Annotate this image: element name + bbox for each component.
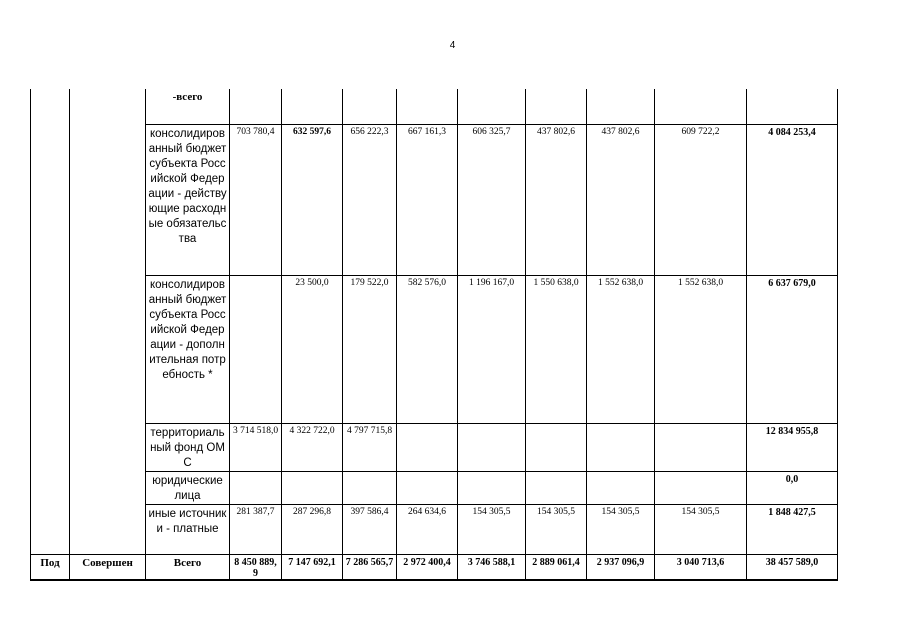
table-cell: 281 387,7 [230, 504, 282, 554]
merged-cell [70, 504, 146, 554]
table-cell [397, 471, 458, 504]
total-cell: 3 746 588,1 [458, 554, 526, 580]
total-cell: 7 286 565,7 [343, 554, 397, 580]
table-cell [526, 423, 587, 471]
table-cell [343, 89, 397, 124]
table-cell [587, 423, 655, 471]
merged-cell [70, 124, 146, 275]
table-cell [458, 423, 526, 471]
table-cell [397, 423, 458, 471]
table-row [31, 504, 838, 554]
table-cell [230, 89, 282, 124]
merged-cell [31, 423, 70, 471]
table-cell: 1 550 638,0 [526, 275, 587, 423]
table-cell: 632 597,6 [282, 124, 343, 275]
table-cell: 4 797 715,8 [343, 423, 397, 471]
table-cell [526, 89, 587, 124]
total-row-col1: Под [31, 554, 70, 580]
table-cell-total: 1 848 427,5 [747, 504, 838, 554]
budget-table [30, 89, 838, 581]
table-cell-total: 12 834 955,8 [747, 423, 838, 471]
row-label: -всего [146, 89, 230, 124]
table-cell: 667 161,3 [397, 124, 458, 275]
table-cell [458, 471, 526, 504]
table-cell: 1 552 638,0 [655, 275, 747, 423]
table-cell [458, 89, 526, 124]
merged-cell [31, 275, 70, 423]
table-cell [397, 89, 458, 124]
merged-cell [31, 89, 70, 124]
grand-total-cell: 38 457 589,0 [747, 554, 838, 580]
table-cell: 154 305,5 [655, 504, 747, 554]
table-row [31, 471, 838, 504]
merged-cell [70, 423, 146, 471]
row-label: иные источники - платные [146, 504, 230, 554]
table-cell-total: 4 084 253,4 [747, 124, 838, 275]
total-cell: 7 147 692,1 [282, 554, 343, 580]
total-row-col2: Совершен [70, 554, 146, 580]
merged-cell [31, 471, 70, 504]
table-cell-total [747, 89, 838, 124]
merged-cell [70, 275, 146, 423]
table-cell [526, 471, 587, 504]
table-cell [282, 89, 343, 124]
table-cell: 179 522,0 [343, 275, 397, 423]
table-cell: 437 802,6 [526, 124, 587, 275]
table-cell: 23 500,0 [282, 275, 343, 423]
table-cell: 154 305,5 [526, 504, 587, 554]
table-cell: 287 296,8 [282, 504, 343, 554]
table-cell: 1 196 167,0 [458, 275, 526, 423]
table-cell: 437 802,6 [587, 124, 655, 275]
table-cell [655, 471, 747, 504]
table-cell: 154 305,5 [587, 504, 655, 554]
table-cell [343, 471, 397, 504]
table-cell [655, 89, 747, 124]
total-cell: 8 450 889,9 [230, 554, 282, 580]
table-cell: 606 325,7 [458, 124, 526, 275]
table-row [31, 423, 838, 471]
table-cell: 656 222,3 [343, 124, 397, 275]
table-cell: 397 586,4 [343, 504, 397, 554]
table-cell: 582 576,0 [397, 275, 458, 423]
table-cell: 1 552 638,0 [587, 275, 655, 423]
total-cell: 2 937 096,9 [587, 554, 655, 580]
row-label: консолидированный бюджет субъекта Российской Федерации - действующие расходные обязательства [146, 124, 230, 275]
table-cell: 154 305,5 [458, 504, 526, 554]
total-row-label: Всего [146, 554, 230, 580]
table-cell [282, 471, 343, 504]
total-cell: 2 889 061,4 [526, 554, 587, 580]
table-cell: 703 780,4 [230, 124, 282, 275]
table-cell [655, 423, 747, 471]
total-cell: 3 040 713,6 [655, 554, 747, 580]
merged-cell [70, 89, 146, 124]
table-cell: 609 722,2 [655, 124, 747, 275]
merged-cell [70, 471, 146, 504]
row-label: юридические лица [146, 471, 230, 504]
page-number: 4 [449, 40, 456, 51]
table-cell: 4 322 722,0 [282, 423, 343, 471]
merged-cell [31, 504, 70, 554]
total-cell: 2 972 400,4 [397, 554, 458, 580]
table-cell-total: 0,0 [747, 471, 838, 504]
table-cell: 3 714 518,0 [230, 423, 282, 471]
row-label: консолидированный бюджет субъекта Российской Федерации - дополнительная потребность * [146, 275, 230, 423]
merged-cell [31, 124, 70, 275]
table-cell [230, 471, 282, 504]
table-row [31, 275, 838, 423]
table-cell [587, 89, 655, 124]
table-row [31, 124, 838, 275]
table-row [31, 89, 838, 124]
table-cell [230, 275, 282, 423]
table-cell-total: 6 637 679,0 [747, 275, 838, 423]
total-row [31, 554, 838, 580]
row-label: территориальный фонд ОМС [146, 423, 230, 471]
table-cell [587, 471, 655, 504]
table-cell: 264 634,6 [397, 504, 458, 554]
